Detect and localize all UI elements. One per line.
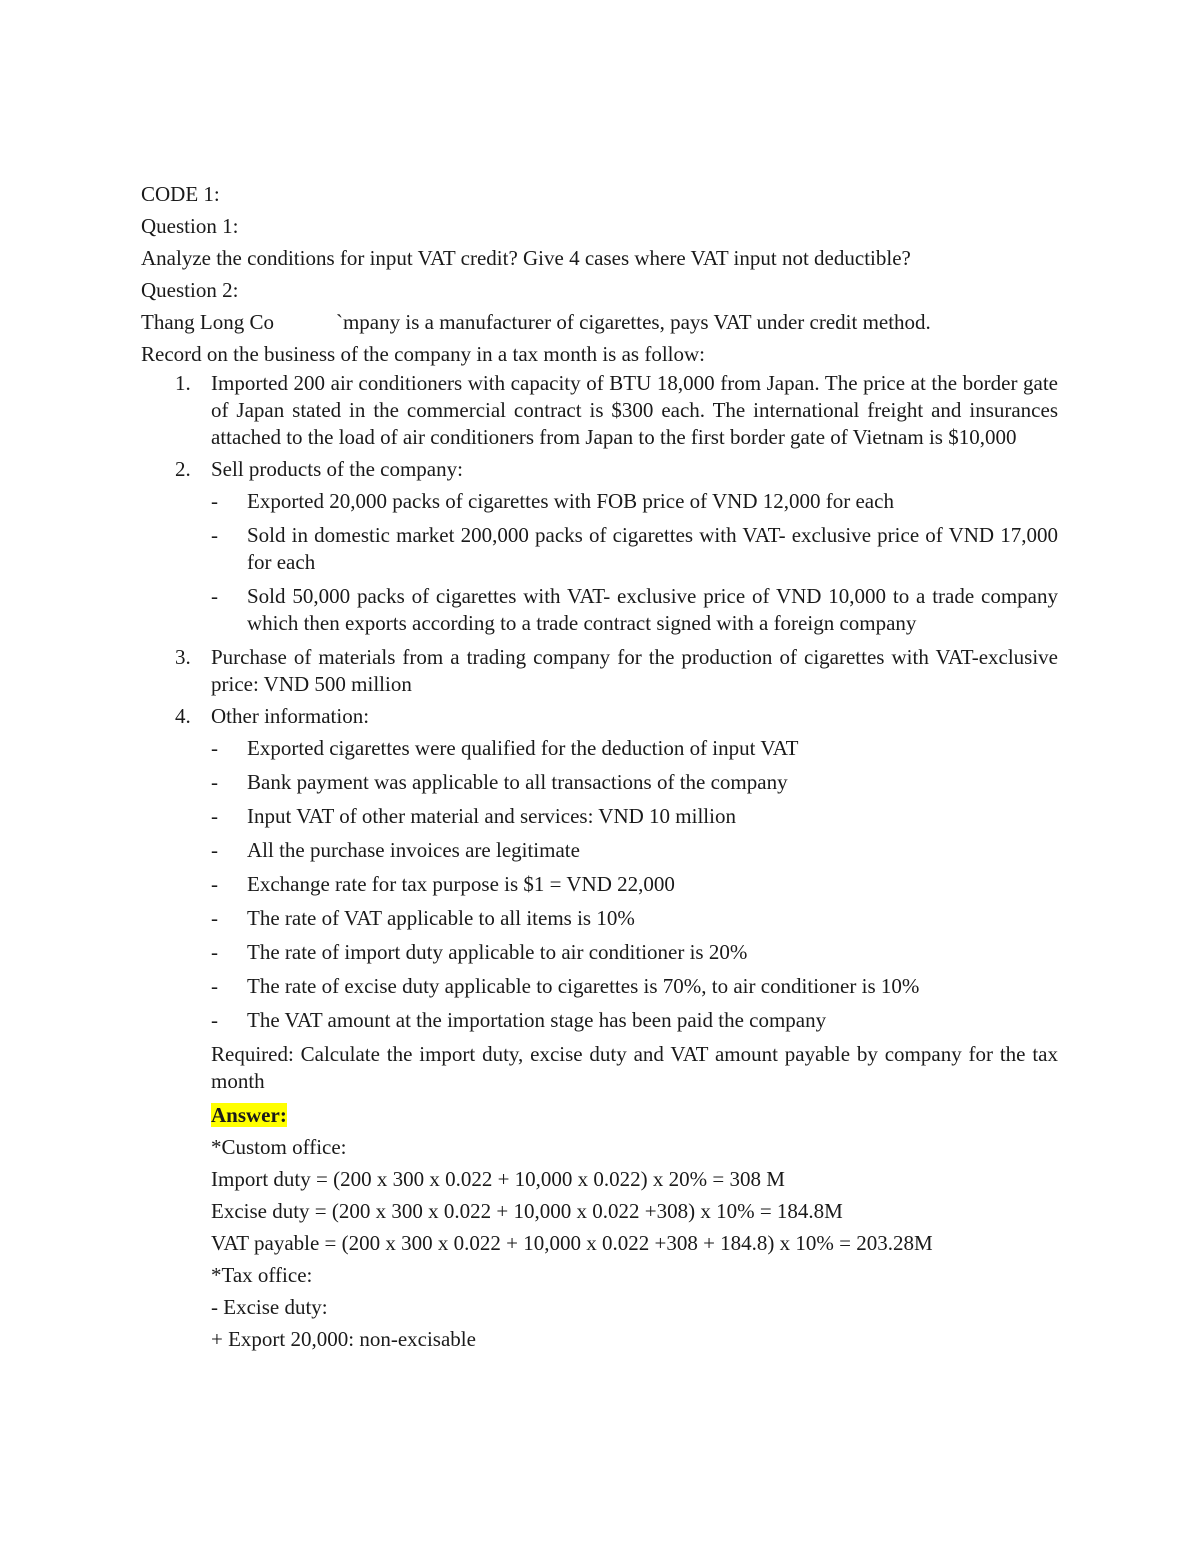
sub-list-item: [211, 905, 1058, 932]
list-item: [141, 703, 1058, 1034]
dash-marker: -: [211, 804, 218, 828]
sub-list-item-text: Exported 20,000 packs of cigarettes with FOB price of VND 12,000 for each: [247, 489, 894, 513]
document-content: [141, 178, 1058, 1355]
company-name-part-a: Thang Long Co: [141, 310, 274, 334]
list-item-number: 4.: [175, 704, 191, 728]
sub-list-item: [211, 837, 1058, 864]
company-name-part-b: `mpany is a manufacturer of cigarettes, pays VAT under credit method.: [335, 310, 931, 334]
list-item: [141, 370, 1058, 451]
dash-marker: -: [211, 584, 218, 608]
dash-marker: -: [211, 974, 218, 998]
list-item-number: 2.: [175, 457, 191, 481]
sub-list-item: [211, 973, 1058, 1000]
sub-list-item: [211, 583, 1058, 637]
sub-list-item-text: Bank payment was applicable to all transactions of the company: [247, 770, 788, 794]
question-2-company: [141, 306, 1058, 338]
sub-list-item: [211, 488, 1058, 515]
sub-list-item-text: Exported cigarettes were qualified for the deduction of input VAT: [247, 736, 799, 760]
export-line: + Export 20,000: non-excisable: [211, 1327, 476, 1351]
tax-office-heading: *Tax office:: [211, 1263, 313, 1287]
excise-duty-calc: Excise duty = (200 x 300 x 0.022 + 10,000 x 0.022 +308) x 10% = 184.8M: [211, 1199, 843, 1223]
sub-list-item-text: The rate of excise duty applicable to cigarettes is 70%, to air conditioner is 10%: [247, 974, 920, 998]
sub-list-item-text: The VAT amount at the importation stage has been paid the company: [247, 1008, 827, 1032]
dash-marker: -: [211, 838, 218, 862]
list-item-text: Other information:: [211, 704, 370, 728]
dash-marker: -: [211, 736, 218, 760]
dash-marker: -: [211, 489, 218, 513]
sub-list: [211, 735, 1058, 1034]
answer-label: Answer:: [211, 1103, 287, 1127]
question-2-label: Question 2:: [141, 278, 239, 302]
sub-list-item: [211, 522, 1058, 576]
dash-marker: -: [211, 940, 218, 964]
sub-list-item: [211, 769, 1058, 796]
question-2-record: Record on the business of the company in a tax month is as follow:: [141, 342, 705, 366]
sub-list-item-text: Input VAT of other material and services: VND 10 million: [247, 804, 736, 828]
dash-marker: -: [211, 770, 218, 794]
list-item-number: 3.: [175, 645, 191, 669]
sub-list-item: [211, 939, 1058, 966]
transaction-list: [141, 370, 1058, 1034]
list-item: [141, 456, 1058, 637]
sub-list-item-text: Exchange rate for tax purpose is $1 = VND 22,000: [247, 872, 675, 896]
list-item-number: 1.: [175, 371, 191, 395]
code-heading: CODE 1:: [141, 182, 220, 206]
answer-section: [141, 1041, 1058, 1355]
list-item: [141, 644, 1058, 698]
sub-list-item-text: All the purchase invoices are legitimate: [247, 838, 580, 862]
list-item-text: Sell products of the company:: [211, 457, 463, 481]
list-item-text: Imported 200 air conditioners with capacity of BTU 18,000 from Japan. The price at the border gate of Japan stated in the commercial contract is $300 each. The international freight and insurances attached to the load of air conditioners from Japan to the first border gate of Vietnam is $10,000: [211, 371, 1058, 449]
sub-list-item: [211, 871, 1058, 898]
sub-list-item-text: Sold in domestic market 200,000 packs of cigarettes with VAT- exclusive price of VND 17,000 for each: [247, 523, 1058, 574]
dash-marker: -: [211, 1008, 218, 1032]
vat-payable-calc: VAT payable = (200 x 300 x 0.022 + 10,000 x 0.022 +308 + 184.8) x 10% = 203.28M: [211, 1231, 933, 1255]
sub-list: [211, 488, 1058, 637]
required-text: Required: Calculate the import duty, excise duty and VAT amount payable by company for the tax month: [211, 1042, 1058, 1093]
dash-marker: -: [211, 523, 218, 547]
sub-list-item: [211, 803, 1058, 830]
sub-list-item-text: The rate of VAT applicable to all items is 10%: [247, 906, 635, 930]
sub-list-item-text: The rate of import duty applicable to air conditioner is 20%: [247, 940, 748, 964]
list-item-text: Purchase of materials from a trading company for the production of cigarettes with VAT-exclusive price: VND 500 million: [211, 645, 1058, 696]
import-duty-calc: Import duty = (200 x 300 x 0.022 + 10,000 x 0.022) x 20% = 308 M: [211, 1167, 785, 1191]
dash-marker: -: [211, 872, 218, 896]
dash-marker: -: [211, 906, 218, 930]
sub-list-item: [211, 1007, 1058, 1034]
sub-list-item: [211, 735, 1058, 762]
answer-heading: [211, 1099, 1058, 1131]
question-1-label: Question 1:: [141, 214, 239, 238]
sub-list-item-text: Sold 50,000 packs of cigarettes with VAT- exclusive price of VND 10,000 to a trade company which then exports according to a trade contract signed with a foreign company: [247, 584, 1058, 635]
question-1-text: Analyze the conditions for input VAT credit? Give 4 cases where VAT input not deductible?: [141, 246, 911, 270]
custom-office-heading: *Custom office:: [211, 1135, 347, 1159]
excise-duty-heading: - Excise duty:: [211, 1295, 328, 1319]
